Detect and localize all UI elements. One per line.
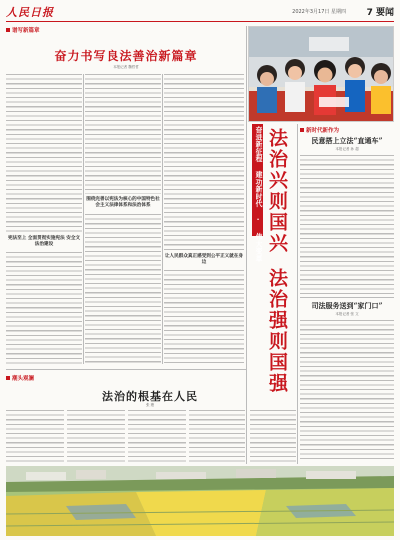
right-bottom-byline: 本报记者 张 文 (335, 312, 359, 316)
subheading: 围绕完善以宪法为核心的中国特色社会主义法律体系和法治体系 (86, 197, 160, 208)
square-icon (300, 128, 304, 132)
masthead (6, 4, 394, 20)
big-title-line-1: 法治兴则国兴 (266, 128, 288, 254)
right-bottom-headline: 司法服务送到“家门口” (311, 301, 383, 310)
classroom-photo (248, 26, 394, 122)
section-label-bottom-left (6, 374, 34, 382)
main-byline: 本报记者 魏哲哲 (113, 65, 139, 69)
square-icon (6, 376, 10, 380)
right-top-headline: 民意搭上立法“直通车” (311, 136, 383, 145)
article-text-column (6, 252, 82, 364)
column-divider (83, 74, 84, 364)
article-text-column (189, 410, 245, 464)
article-text-column (6, 410, 64, 464)
article-text-column (85, 74, 161, 194)
section-label-right (300, 126, 339, 134)
square-icon (6, 28, 10, 32)
column-divider (246, 26, 247, 464)
landscape-photo (6, 466, 394, 536)
article-text-column (164, 74, 244, 252)
publication-date: 2022年3月17日 星期四 (292, 9, 346, 15)
article-text-column (67, 410, 125, 464)
article-text-column (250, 410, 296, 464)
section-label-top-left (6, 26, 246, 34)
article-text-column (300, 155, 394, 295)
newspaper-logo: 人民日报 (6, 6, 54, 19)
right-top-byline: 本报记者 孙 超 (335, 147, 359, 151)
article-text-column (164, 270, 244, 364)
subheading: 让人民群众真正感受到公平正义就在身边 (164, 254, 244, 265)
article-text-column (300, 320, 394, 462)
article-text-column (85, 214, 161, 364)
article-text-column (6, 74, 82, 234)
big-title-line-2: 法治强则国强 (266, 268, 288, 394)
children-photo-illustration (249, 27, 394, 122)
section-label-text: 潮头观澜 (12, 376, 35, 382)
column-divider (162, 74, 163, 364)
section-label-text: 谱写新篇章 (12, 28, 40, 34)
article-text-column (128, 410, 186, 464)
banner-text: 奋进新征程 建功新时代 · 伟大变革 (254, 126, 262, 263)
section-label-text: 新时代新作为 (306, 128, 340, 134)
second-headline: 法治的根基在人民 (102, 390, 198, 403)
second-byline: 张 璁 (145, 403, 155, 407)
section-divider (6, 369, 246, 370)
main-headline: 奋力书写良法善治新篇章 (54, 49, 198, 63)
village-fields-illustration (6, 466, 394, 536)
section-divider (300, 297, 394, 298)
column-divider (297, 124, 298, 464)
page-number: 7 要闻 (366, 8, 394, 18)
subheading: 宪法至上 全面贯彻实施宪法 安全文法治建设 (7, 236, 81, 247)
masthead-rule (6, 21, 394, 22)
